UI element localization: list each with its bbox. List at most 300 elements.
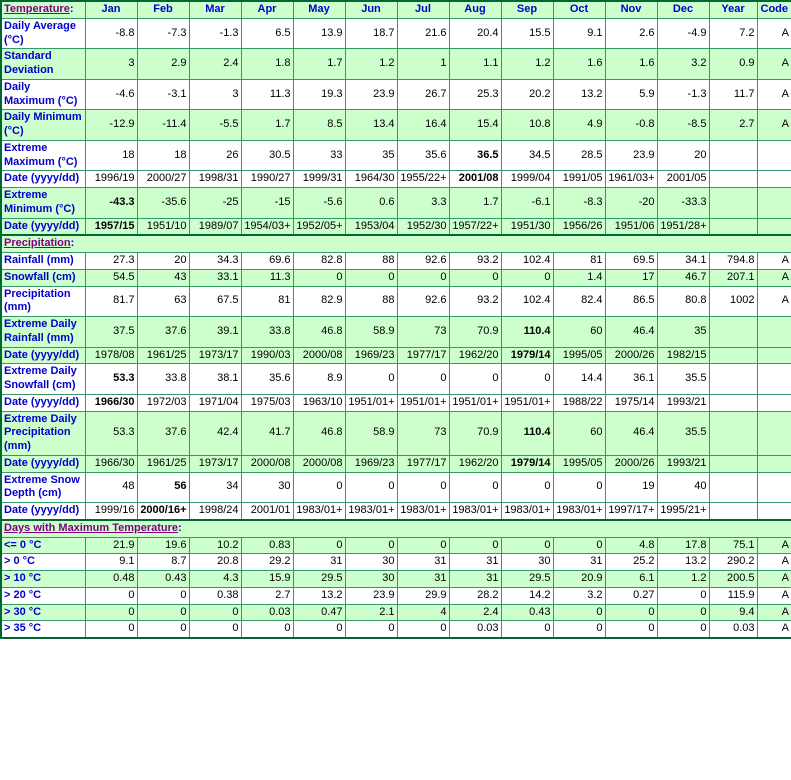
code-cell: A bbox=[757, 621, 791, 638]
data-cell: 0 bbox=[657, 621, 709, 638]
column-header-month: Oct bbox=[553, 1, 605, 18]
year-cell: 9.4 bbox=[709, 604, 757, 621]
code-cell bbox=[757, 317, 791, 348]
data-cell: 8.7 bbox=[137, 554, 189, 571]
row-label: Date (yyyy/dd) bbox=[1, 218, 85, 235]
data-cell: 82.8 bbox=[293, 253, 345, 270]
data-cell: 37.6 bbox=[137, 317, 189, 348]
data-cell: 31 bbox=[449, 554, 501, 571]
data-cell: 1975/14 bbox=[605, 394, 657, 411]
data-cell: 60 bbox=[553, 411, 605, 455]
table-row bbox=[1, 554, 791, 571]
row-label: <= 0 °C bbox=[1, 537, 85, 554]
data-cell: 1990/03 bbox=[241, 347, 293, 364]
data-cell: 1.7 bbox=[449, 188, 501, 219]
data-cell: 0 bbox=[449, 364, 501, 395]
data-cell: 1990/27 bbox=[241, 171, 293, 188]
data-cell: 46.8 bbox=[293, 317, 345, 348]
data-cell: 1.7 bbox=[293, 49, 345, 80]
column-header-year: Year bbox=[709, 1, 757, 18]
data-cell: 29.5 bbox=[293, 571, 345, 588]
table-row bbox=[1, 347, 791, 364]
row-label: > 30 °C bbox=[1, 604, 85, 621]
data-cell: 31 bbox=[449, 571, 501, 588]
data-cell: 30 bbox=[345, 554, 397, 571]
data-cell: -11.4 bbox=[137, 110, 189, 141]
data-cell: -35.6 bbox=[137, 188, 189, 219]
row-label: Precipitation (mm) bbox=[1, 286, 85, 317]
data-cell: 2000/16+ bbox=[137, 503, 189, 520]
data-cell: 34 bbox=[189, 472, 241, 503]
data-cell: 2001/05 bbox=[657, 171, 709, 188]
data-cell: 15.5 bbox=[501, 18, 553, 49]
data-cell: 1.6 bbox=[553, 49, 605, 80]
data-cell: 1966/30 bbox=[85, 394, 137, 411]
section-title-colon: : bbox=[70, 237, 75, 250]
row-label: Extreme Maximum (°C) bbox=[1, 140, 85, 171]
data-cell: 30 bbox=[501, 554, 553, 571]
data-cell: 81.7 bbox=[85, 286, 137, 317]
data-cell: 0.43 bbox=[137, 571, 189, 588]
data-cell: 31 bbox=[397, 554, 449, 571]
code-cell bbox=[757, 347, 791, 364]
table-row bbox=[1, 171, 791, 188]
table-row bbox=[1, 364, 791, 395]
data-cell: -4.9 bbox=[657, 18, 709, 49]
data-cell: 0.83 bbox=[241, 537, 293, 554]
data-cell: 0 bbox=[189, 604, 241, 621]
data-cell: 1979/14 bbox=[501, 347, 553, 364]
data-cell: 69.6 bbox=[241, 253, 293, 270]
data-cell: 8.9 bbox=[293, 364, 345, 395]
data-cell: 1.6 bbox=[605, 49, 657, 80]
data-cell: 2000/26 bbox=[605, 347, 657, 364]
data-cell: 1951/01+ bbox=[501, 394, 553, 411]
data-cell: 1979/14 bbox=[501, 455, 553, 472]
year-cell: 2.7 bbox=[709, 110, 757, 141]
data-cell: 58.9 bbox=[345, 317, 397, 348]
year-cell bbox=[709, 455, 757, 472]
data-cell: 1962/20 bbox=[449, 455, 501, 472]
table-row bbox=[1, 503, 791, 520]
column-header-month: Sep bbox=[501, 1, 553, 18]
row-label: Daily Minimum (°C) bbox=[1, 110, 85, 141]
data-cell: 20.2 bbox=[501, 79, 553, 110]
data-cell: 5.9 bbox=[605, 79, 657, 110]
data-cell: 0 bbox=[137, 604, 189, 621]
data-cell: 19.3 bbox=[293, 79, 345, 110]
data-cell: 1996/19 bbox=[85, 171, 137, 188]
data-cell: 0 bbox=[345, 269, 397, 286]
data-cell: 0 bbox=[605, 604, 657, 621]
data-cell: 1977/17 bbox=[397, 455, 449, 472]
data-cell: -20 bbox=[605, 188, 657, 219]
data-cell: 0 bbox=[345, 537, 397, 554]
data-cell: 2.9 bbox=[137, 49, 189, 80]
row-label: > 35 °C bbox=[1, 621, 85, 638]
data-cell: 0 bbox=[501, 537, 553, 554]
data-cell: 2000/08 bbox=[241, 455, 293, 472]
data-cell: -1.3 bbox=[189, 18, 241, 49]
data-cell: 0 bbox=[501, 472, 553, 503]
data-cell: 0 bbox=[189, 621, 241, 638]
table-row bbox=[1, 79, 791, 110]
data-cell: 17.8 bbox=[657, 537, 709, 554]
year-cell: 115.9 bbox=[709, 587, 757, 604]
data-cell: 0 bbox=[553, 472, 605, 503]
data-cell: 35.6 bbox=[241, 364, 293, 395]
data-cell: 10.2 bbox=[189, 537, 241, 554]
data-cell: 0 bbox=[137, 587, 189, 604]
row-label: Date (yyyy/dd) bbox=[1, 455, 85, 472]
data-cell: 102.4 bbox=[501, 253, 553, 270]
data-cell: 33.8 bbox=[241, 317, 293, 348]
code-cell: A bbox=[757, 286, 791, 317]
row-label: > 10 °C bbox=[1, 571, 85, 588]
data-cell: 33 bbox=[293, 140, 345, 171]
data-cell: 18 bbox=[137, 140, 189, 171]
data-cell: 39.1 bbox=[189, 317, 241, 348]
data-cell: 36.1 bbox=[605, 364, 657, 395]
data-cell: 1997/17+ bbox=[605, 503, 657, 520]
data-cell: -8.3 bbox=[553, 188, 605, 219]
data-cell: 73 bbox=[397, 317, 449, 348]
data-cell: 35.5 bbox=[657, 364, 709, 395]
data-cell: 2.4 bbox=[449, 604, 501, 621]
data-cell: 35.5 bbox=[657, 411, 709, 455]
data-cell: 2.4 bbox=[189, 49, 241, 80]
data-cell: 0 bbox=[553, 621, 605, 638]
data-cell: 1998/31 bbox=[189, 171, 241, 188]
data-cell: 3.3 bbox=[397, 188, 449, 219]
data-cell: 1951/06 bbox=[605, 218, 657, 235]
data-cell: 0 bbox=[345, 621, 397, 638]
data-cell: 0 bbox=[293, 621, 345, 638]
data-cell: 1989/07 bbox=[189, 218, 241, 235]
data-cell: 56 bbox=[137, 472, 189, 503]
section-header-temperature bbox=[1, 1, 85, 18]
data-cell: 0 bbox=[553, 537, 605, 554]
data-cell: 0 bbox=[657, 587, 709, 604]
section-title-row bbox=[1, 235, 791, 252]
data-cell: 0 bbox=[449, 269, 501, 286]
data-cell: 1972/03 bbox=[137, 394, 189, 411]
data-cell: 1983/01+ bbox=[501, 503, 553, 520]
data-cell: 29.9 bbox=[397, 587, 449, 604]
section-title-colon: : bbox=[69, 3, 74, 15]
data-cell: 35 bbox=[345, 140, 397, 171]
column-header-month: Mar bbox=[189, 1, 241, 18]
data-cell: 29.2 bbox=[241, 554, 293, 571]
year-cell: 0.9 bbox=[709, 49, 757, 80]
year-cell: 7.2 bbox=[709, 18, 757, 49]
data-cell: 36.5 bbox=[449, 140, 501, 171]
data-cell: -7.3 bbox=[137, 18, 189, 49]
year-cell: 794.8 bbox=[709, 253, 757, 270]
data-cell: 23.9 bbox=[345, 587, 397, 604]
data-cell: 93.2 bbox=[449, 286, 501, 317]
code-cell bbox=[757, 140, 791, 171]
code-cell bbox=[757, 364, 791, 395]
data-cell: 0 bbox=[293, 472, 345, 503]
table-row bbox=[1, 621, 791, 638]
code-cell: A bbox=[757, 79, 791, 110]
data-cell: 1977/17 bbox=[397, 347, 449, 364]
year-cell: 75.1 bbox=[709, 537, 757, 554]
data-cell: -6.1 bbox=[501, 188, 553, 219]
table-row bbox=[1, 110, 791, 141]
data-cell: 92.6 bbox=[397, 253, 449, 270]
code-cell bbox=[757, 411, 791, 455]
data-cell: 1954/03+ bbox=[241, 218, 293, 235]
section-title-link[interactable]: Precipitation bbox=[4, 237, 71, 250]
data-cell: 0 bbox=[85, 604, 137, 621]
data-cell: 93.2 bbox=[449, 253, 501, 270]
year-cell bbox=[709, 171, 757, 188]
data-cell: 1983/01+ bbox=[293, 503, 345, 520]
data-cell: 0 bbox=[657, 604, 709, 621]
data-cell: 25.2 bbox=[605, 554, 657, 571]
year-cell bbox=[709, 188, 757, 219]
data-cell: 3 bbox=[85, 49, 137, 80]
data-cell: 9.1 bbox=[553, 18, 605, 49]
data-cell: 1973/17 bbox=[189, 347, 241, 364]
data-cell: 1.8 bbox=[241, 49, 293, 80]
data-cell: 1951/01+ bbox=[449, 394, 501, 411]
column-header-month: Jun bbox=[345, 1, 397, 18]
data-cell: 26 bbox=[189, 140, 241, 171]
data-cell: 15.9 bbox=[241, 571, 293, 588]
data-cell: 70.9 bbox=[449, 317, 501, 348]
data-cell: 1969/23 bbox=[345, 455, 397, 472]
table-row bbox=[1, 455, 791, 472]
data-cell: 0 bbox=[137, 621, 189, 638]
section-header-days-max-temp bbox=[1, 520, 791, 537]
year-cell: 1002 bbox=[709, 286, 757, 317]
column-header-month: Feb bbox=[137, 1, 189, 18]
data-cell: 1966/30 bbox=[85, 455, 137, 472]
data-cell: 19.6 bbox=[137, 537, 189, 554]
data-cell: 30.5 bbox=[241, 140, 293, 171]
column-header-code: Code bbox=[757, 1, 791, 18]
data-cell: 0 bbox=[553, 604, 605, 621]
data-cell: 23.9 bbox=[345, 79, 397, 110]
data-cell: 0.27 bbox=[605, 587, 657, 604]
row-label: Date (yyyy/dd) bbox=[1, 171, 85, 188]
code-cell: A bbox=[757, 537, 791, 554]
data-cell: 69.5 bbox=[605, 253, 657, 270]
row-label: Snowfall (cm) bbox=[1, 269, 85, 286]
data-cell: 1998/24 bbox=[189, 503, 241, 520]
data-cell: 88 bbox=[345, 286, 397, 317]
data-cell: 0.38 bbox=[189, 587, 241, 604]
table-row bbox=[1, 253, 791, 270]
column-header-month: Dec bbox=[657, 1, 709, 18]
data-cell: 2.1 bbox=[345, 604, 397, 621]
data-cell: 1957/15 bbox=[85, 218, 137, 235]
data-cell: 37.6 bbox=[137, 411, 189, 455]
data-cell: 3.2 bbox=[657, 49, 709, 80]
row-label: Date (yyyy/dd) bbox=[1, 347, 85, 364]
data-cell: 110.4 bbox=[501, 317, 553, 348]
data-cell: -12.9 bbox=[85, 110, 137, 141]
data-cell: 20.9 bbox=[553, 571, 605, 588]
section-title-colon: : bbox=[178, 521, 182, 534]
data-cell: 25.3 bbox=[449, 79, 501, 110]
data-cell: 0 bbox=[85, 621, 137, 638]
data-cell: -3.1 bbox=[137, 79, 189, 110]
year-cell: 200.5 bbox=[709, 571, 757, 588]
data-cell: 2000/08 bbox=[293, 347, 345, 364]
data-cell: 43 bbox=[137, 269, 189, 286]
row-label: Daily Average (°C) bbox=[1, 18, 85, 49]
data-cell: 0.03 bbox=[241, 604, 293, 621]
data-cell: 1.7 bbox=[241, 110, 293, 141]
data-cell: 37.5 bbox=[85, 317, 137, 348]
data-cell: 31 bbox=[553, 554, 605, 571]
data-cell: 0.03 bbox=[449, 621, 501, 638]
data-cell: 58.9 bbox=[345, 411, 397, 455]
data-cell: 1961/25 bbox=[137, 455, 189, 472]
data-cell: 0 bbox=[605, 621, 657, 638]
data-cell: 20.4 bbox=[449, 18, 501, 49]
data-cell: 30 bbox=[241, 472, 293, 503]
data-cell: 46.4 bbox=[605, 411, 657, 455]
code-cell bbox=[757, 503, 791, 520]
data-cell: 33.1 bbox=[189, 269, 241, 286]
data-cell: 2000/26 bbox=[605, 455, 657, 472]
data-cell: 6.1 bbox=[605, 571, 657, 588]
data-cell: 1955/22+ bbox=[397, 171, 449, 188]
data-cell: -25 bbox=[189, 188, 241, 219]
year-cell bbox=[709, 317, 757, 348]
code-cell: A bbox=[757, 587, 791, 604]
row-label: Extreme Daily Rainfall (mm) bbox=[1, 317, 85, 348]
data-cell: 0 bbox=[501, 621, 553, 638]
data-cell: 1.2 bbox=[501, 49, 553, 80]
data-cell: 2.7 bbox=[241, 587, 293, 604]
year-cell: 207.1 bbox=[709, 269, 757, 286]
data-cell: -33.3 bbox=[657, 188, 709, 219]
data-cell: 11.3 bbox=[241, 269, 293, 286]
column-header-month: May bbox=[293, 1, 345, 18]
data-cell: 1983/01+ bbox=[397, 503, 449, 520]
table-row bbox=[1, 317, 791, 348]
code-cell: A bbox=[757, 49, 791, 80]
data-cell: 1956/26 bbox=[553, 218, 605, 235]
year-cell bbox=[709, 503, 757, 520]
data-cell: 0 bbox=[501, 364, 553, 395]
data-cell: 1993/21 bbox=[657, 394, 709, 411]
data-cell: 1983/01+ bbox=[345, 503, 397, 520]
table-row bbox=[1, 394, 791, 411]
data-cell: -15 bbox=[241, 188, 293, 219]
data-cell: 0 bbox=[397, 621, 449, 638]
row-label: > 20 °C bbox=[1, 587, 85, 604]
table-row bbox=[1, 604, 791, 621]
data-cell: 17 bbox=[605, 269, 657, 286]
data-cell: 6.5 bbox=[241, 18, 293, 49]
data-cell: 1971/04 bbox=[189, 394, 241, 411]
data-cell: 14.2 bbox=[501, 587, 553, 604]
code-cell bbox=[757, 455, 791, 472]
table-body bbox=[1, 1, 791, 638]
data-cell: 42.4 bbox=[189, 411, 241, 455]
data-cell: 2000/08 bbox=[293, 455, 345, 472]
section-title-link[interactable]: Temperature bbox=[4, 3, 70, 15]
data-cell: 28.2 bbox=[449, 587, 501, 604]
data-cell: 31 bbox=[293, 554, 345, 571]
code-cell bbox=[757, 171, 791, 188]
row-label: Extreme Daily Precipitation (mm) bbox=[1, 411, 85, 455]
data-cell: 1 bbox=[397, 49, 449, 80]
data-cell: 88 bbox=[345, 253, 397, 270]
data-cell: 20.8 bbox=[189, 554, 241, 571]
data-cell: 0 bbox=[397, 269, 449, 286]
data-cell: 3 bbox=[189, 79, 241, 110]
year-cell bbox=[709, 218, 757, 235]
row-label: Extreme Snow Depth (cm) bbox=[1, 472, 85, 503]
data-cell: 40 bbox=[657, 472, 709, 503]
data-cell: 1957/22+ bbox=[449, 218, 501, 235]
data-cell: -5.6 bbox=[293, 188, 345, 219]
data-cell: 34.5 bbox=[501, 140, 553, 171]
column-header-month: Aug bbox=[449, 1, 501, 18]
data-cell: 1969/23 bbox=[345, 347, 397, 364]
data-cell: -0.8 bbox=[605, 110, 657, 141]
data-cell: 13.2 bbox=[293, 587, 345, 604]
data-cell: 2000/27 bbox=[137, 171, 189, 188]
data-cell: 1973/17 bbox=[189, 455, 241, 472]
section-title-link[interactable]: Days with Maximum Temperature bbox=[4, 521, 179, 534]
row-label: Extreme Minimum (°C) bbox=[1, 188, 85, 219]
data-cell: 82.4 bbox=[553, 286, 605, 317]
data-cell: 28.5 bbox=[553, 140, 605, 171]
data-cell: 35 bbox=[657, 317, 709, 348]
table-row bbox=[1, 472, 791, 503]
data-cell: 1951/28+ bbox=[657, 218, 709, 235]
table-row bbox=[1, 286, 791, 317]
data-cell: -5.5 bbox=[189, 110, 241, 141]
data-cell: 1983/01+ bbox=[449, 503, 501, 520]
data-cell: 13.4 bbox=[345, 110, 397, 141]
data-cell: 1951/01+ bbox=[397, 394, 449, 411]
data-cell: 2001/01 bbox=[241, 503, 293, 520]
code-cell: A bbox=[757, 253, 791, 270]
data-cell: 0.47 bbox=[293, 604, 345, 621]
data-cell: 0 bbox=[397, 537, 449, 554]
data-cell: -8.5 bbox=[657, 110, 709, 141]
data-cell: 1999/31 bbox=[293, 171, 345, 188]
data-cell: 19 bbox=[605, 472, 657, 503]
data-cell: 29.5 bbox=[501, 571, 553, 588]
section-header-precipitation bbox=[1, 235, 791, 252]
data-cell: 1995/05 bbox=[553, 347, 605, 364]
data-cell: 35.6 bbox=[397, 140, 449, 171]
data-cell: 1982/15 bbox=[657, 347, 709, 364]
data-cell: -8.8 bbox=[85, 18, 137, 49]
data-cell: 82.9 bbox=[293, 286, 345, 317]
data-cell: 0 bbox=[293, 537, 345, 554]
data-cell: 73 bbox=[397, 411, 449, 455]
code-cell: A bbox=[757, 110, 791, 141]
data-cell: 16.4 bbox=[397, 110, 449, 141]
data-cell: 0 bbox=[397, 364, 449, 395]
code-cell: A bbox=[757, 269, 791, 286]
table-row bbox=[1, 188, 791, 219]
year-cell bbox=[709, 140, 757, 171]
data-cell: 1978/08 bbox=[85, 347, 137, 364]
